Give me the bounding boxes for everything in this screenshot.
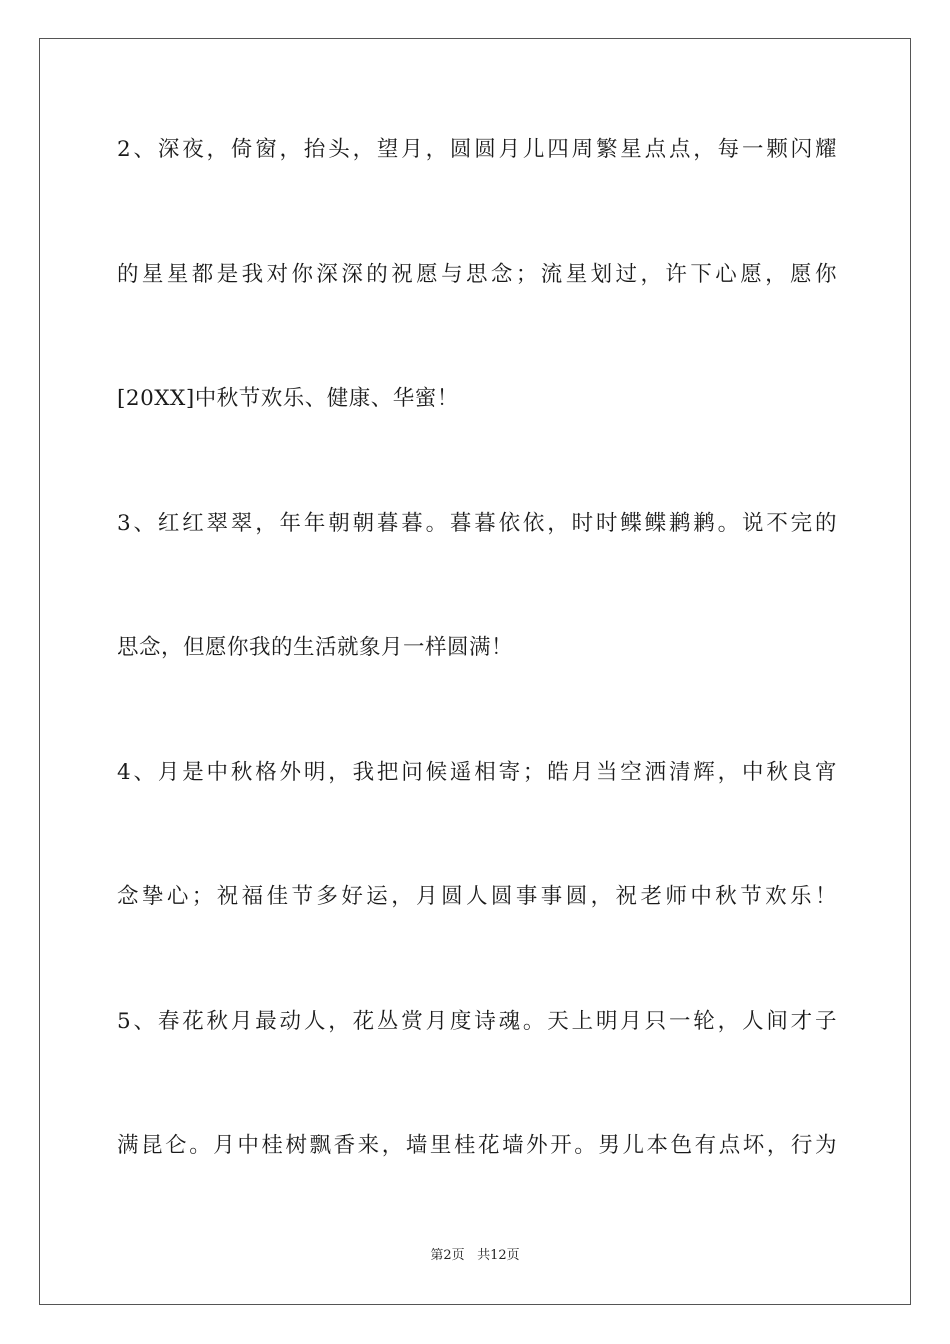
text-line-3: [20XX]中秋节欢乐、健康、华蜜！ — [117, 386, 459, 411]
text-line-2: 的星星都是我对你深深的祝愿与思念；流星划过，许下心愿，愿你 — [117, 262, 837, 287]
text-line-1: 2、深夜，倚窗，抬头，望月，圆圆月儿四周繁星点点，每一颗闪耀 — [117, 137, 837, 162]
text-line-4: 3、红红翠翠，年年朝朝暮暮。暮暮依依，时时鲽鲽鹣鹣。说不完的 — [117, 511, 837, 536]
text-line-9: 满昆仑。月中桂树飘香来，墙里桂花墙外开。男儿本色有点坏，行为 — [117, 1133, 837, 1158]
text-line-7: 念挚心；祝福佳节多好运，月圆人圆事事圆，祝老师中秋节欢乐！ — [117, 884, 837, 909]
current-page-label: 第2页 — [430, 1248, 465, 1263]
page-border — [39, 38, 911, 1305]
total-pages-label: 共12页 — [477, 1248, 520, 1263]
text-line-6: 4、月是中秋格外明，我把问候遥相寄；皓月当空洒清辉，中秋良宵 — [117, 760, 837, 785]
page-footer — [0, 1247, 950, 1265]
text-line-8: 5、春花秋月最动人，花丛赏月度诗魂。天上明月只一轮，人间才子 — [117, 1009, 837, 1034]
text-line-5: 思念，但愿你我的生活就象月一样圆满！ — [117, 635, 514, 660]
